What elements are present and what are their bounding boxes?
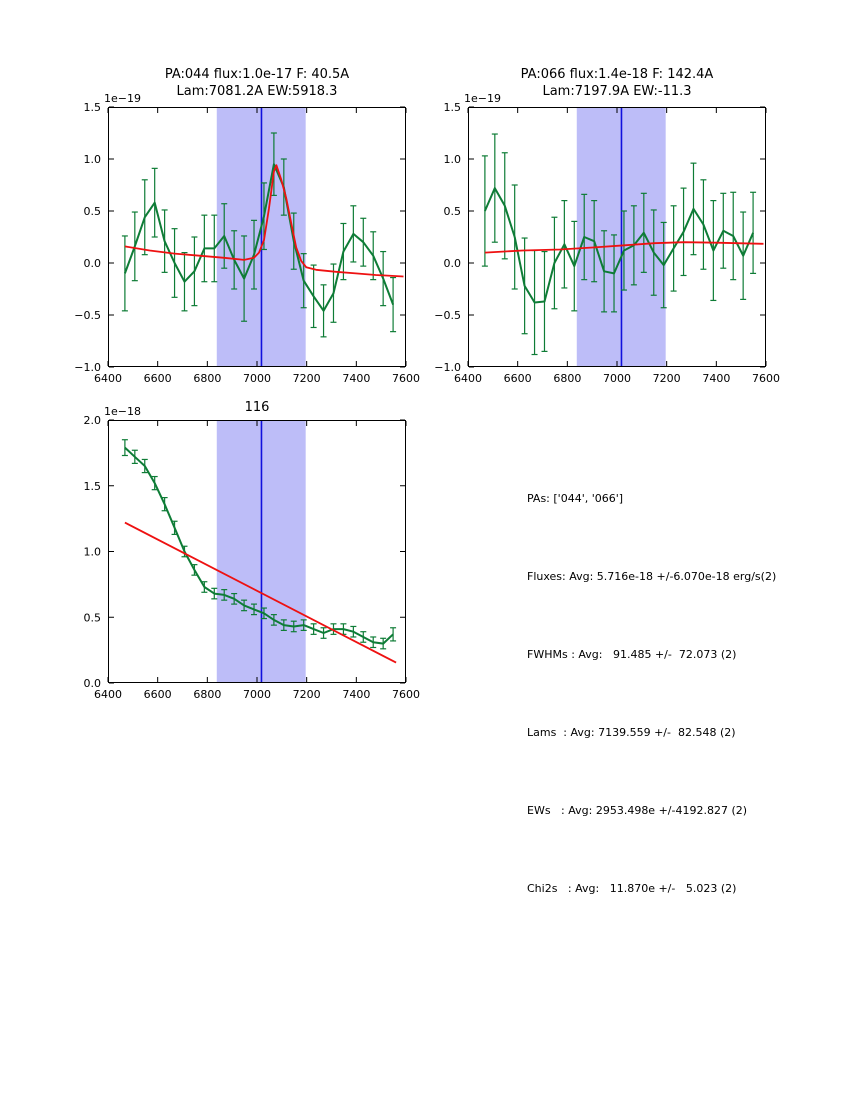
svg-text:−0.5: −0.5 [434,309,461,322]
svg-text:0.5: 0.5 [443,205,461,218]
svg-text:−1.0: −1.0 [74,361,101,374]
svg-text:7400: 7400 [702,372,731,385]
stats-line-fwhms: FWHMs : Avg: 91.485 +/- 72.073 (2) [527,648,737,661]
plot3-axes [83,414,420,701]
svg-text:1.0: 1.0 [443,153,461,166]
svg-text:0.5: 0.5 [83,611,101,625]
plot2-title-line1: PA:066 flux:1.4e-18 F: 142.4A [520,67,714,82]
svg-text:7400: 7400 [342,688,371,701]
svg-text:7200: 7200 [292,372,321,385]
svg-text:7000: 7000 [603,372,631,385]
svg-text:−1.0: −1.0 [434,361,461,374]
svg-text:7600: 7600 [392,688,420,701]
plot1-title [108,66,406,100]
svg-text:1.5: 1.5 [83,479,101,493]
svg-text:0.0: 0.0 [83,677,101,690]
plot2-axes [434,101,780,385]
plot2-title-line2: Lam:7197.9A EW:-11.3 [542,84,692,99]
svg-text:6600: 6600 [143,372,172,385]
stats-panel [527,434,776,954]
svg-text:7200: 7200 [292,688,321,701]
svg-text:0.5: 0.5 [83,205,101,218]
svg-text:6600: 6600 [143,688,172,701]
svg-text:1.0: 1.0 [83,545,101,559]
svg-text:0.0: 0.0 [443,257,461,270]
stats-line-lams: Lams : Avg: 7139.559 +/- 82.548 (2) [527,726,736,739]
svg-text:1.5: 1.5 [443,101,461,114]
plot1-title-line2: Lam:7081.2A EW:5918.3 [176,84,338,99]
plot3-title-line1: 116 [244,400,270,415]
svg-text:6400: 6400 [94,688,122,701]
stats-line-ews: EWs : Avg: 2953.498e +/-4192.827 (2) [527,804,748,817]
plot3-title [108,399,406,416]
plot1-title-line1: PA:044 flux:1.0e-17 F: 40.5A [164,67,350,82]
svg-text:6600: 6600 [503,372,532,385]
plot3-y-offset-label: 1e−18 [104,405,141,418]
svg-text:6800: 6800 [553,372,582,385]
svg-text:0.0: 0.0 [83,257,101,270]
svg-text:1.0: 1.0 [83,153,101,166]
plot1-y-offset-label: 1e−19 [104,92,141,105]
svg-text:7600: 7600 [392,372,420,385]
plot1-axes [74,101,420,385]
stats-line-chi2s: Chi2s : Avg: 11.870e +/- 5.023 (2) [527,882,737,895]
svg-text:7000: 7000 [243,372,271,385]
plot2-y-offset-label: 1e−19 [464,92,501,105]
svg-text:2.0: 2.0 [83,414,101,427]
svg-text:7200: 7200 [652,372,681,385]
svg-text:−0.5: −0.5 [74,309,101,322]
stats-line-fluxes: Fluxes: Avg: 5.716e-18 +/-6.070e-18 erg/s(2) [527,570,777,583]
stats-line-pas: PAs: ['044', '066'] [527,492,624,505]
svg-text:6400: 6400 [94,372,122,385]
svg-text:6800: 6800 [193,688,222,701]
svg-text:6800: 6800 [193,372,222,385]
svg-text:6400: 6400 [454,372,482,385]
svg-text:7600: 7600 [752,372,780,385]
svg-text:7000: 7000 [243,688,271,701]
svg-text:1.5: 1.5 [83,101,101,114]
plot2-title [468,66,766,100]
svg-text:7400: 7400 [342,372,371,385]
